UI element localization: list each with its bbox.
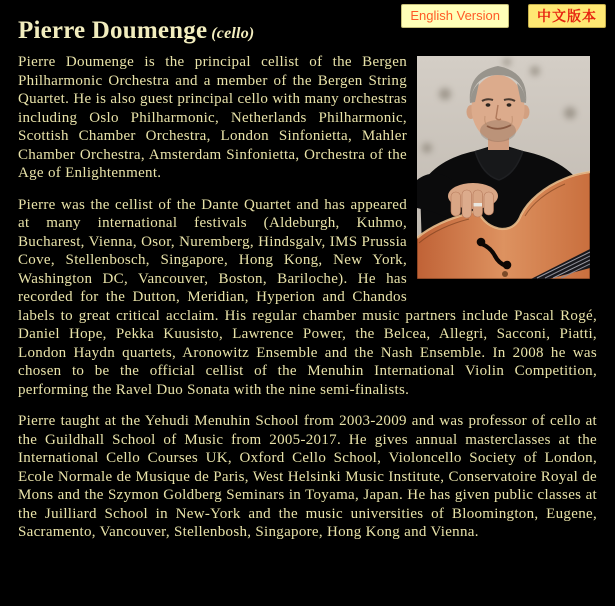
chinese-version-button[interactable]: 中文版本 <box>528 4 606 28</box>
bio-paragraph-3: Pierre taught at the Yehudi Menuhin School from 2003-2009 and was professor of cello at the Guildhall School of Music from 2005-2017. He gives annual masterclasses at the International Cello Courses UK, Oxford Cello School, Violoncello Society of London, Ecole Normale de Musique de Paris, West Helsinki Music Institute, Conservatoire Royal de Mons and the Szymon Goldberg Seminars in Toyama, Japan. He has given public classes at the Juilliard School in New-York and the music universities of Bloomington, Eugene, Sacramento, Vancouver, Stellenbosh, Singapore, Hong Kong and Vienna. <box>18 413 597 540</box>
cellist-name: Pierre Doumenge <box>18 17 208 44</box>
bio-paragraph-1: Pierre Doumenge is the principal cellist of the Bergen Philharmonic Orchestra and a member of the Bergen String Quartet. He is also guest principal cello with many orchestras including Oslo Philharmonic, Netherlands Philharmonic, Scottish Chamber Orchestra, London Sinfonietta, Mahler Chamber Orchestra, Amsterdam Sinfonietta, Orchestra of the Age of Enlightenment. <box>18 54 407 181</box>
english-version-button[interactable]: English Version <box>401 4 509 28</box>
biography-text <box>18 53 597 542</box>
title-instrument-suffix: (cello) <box>211 25 255 42</box>
language-switcher <box>401 4 606 28</box>
cello-button <box>502 271 508 277</box>
finger-ring <box>474 203 483 206</box>
hand-over-cello <box>448 183 498 218</box>
bio-paragraph-2: Pierre was the cellist of the Dante Quartet and has appeared at many international festivals (Aldeburgh, Kuhmo, Bucharest, Vienna, Osor, Nuremberg, Hindsgalv, IMS Prussia Cove, Stellenbosch, Singapore, Hong Kong, New York, Washington DC, Vancouver, Boston, Bariloche). He has recorded for the Dutton, Meridian, Hyperion and Chandos labels to great critical acclaim. His regular chamber music partners include Pascal Rogé, Daniel Hope, Pekka Kuusisto, Lawrence Power, the Belcea, Allegri, Sacconi, Piatti, London Haydn quartets, Aronowitz Ensemble and the Nash Ensemble. In 2008 he was chosen to be the official cellist of the Menuhin International Violin Competition, performing the Ravel Duo Sonata with the nine semi-finalists. <box>18 196 597 398</box>
cellist-portrait-photo <box>417 56 590 279</box>
